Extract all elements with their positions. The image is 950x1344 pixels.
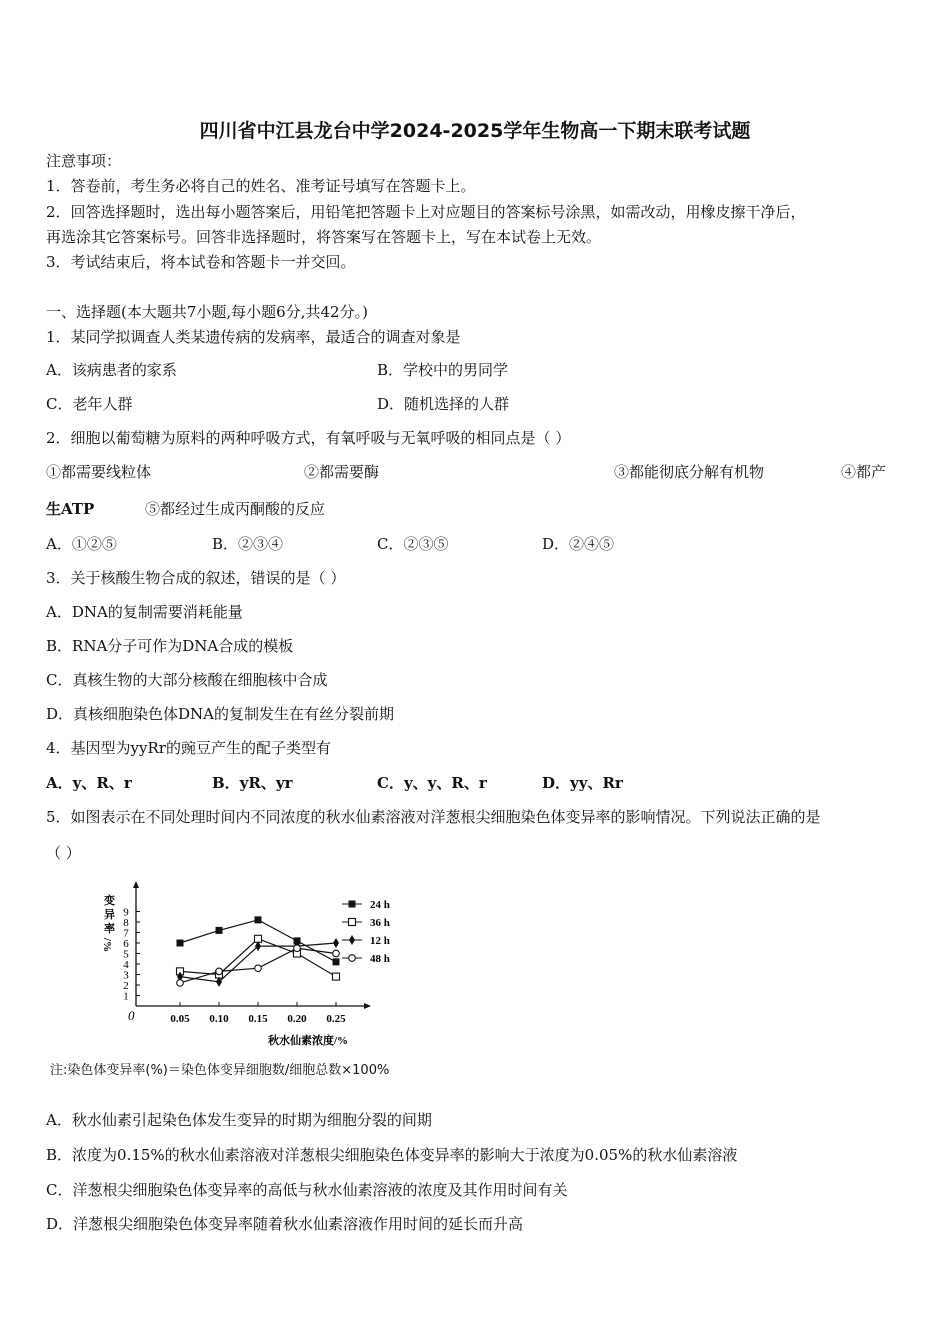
y-tick-label: 9 xyxy=(123,906,129,919)
legend-marker-36h xyxy=(349,919,356,926)
chromosome-variation-chart xyxy=(90,878,450,1058)
notice-heading: 注意事项： xyxy=(46,152,122,170)
legend-label-48h: 48 h xyxy=(370,953,390,965)
q2-option-b: B．②③④ xyxy=(212,535,284,553)
origin-label: 0 xyxy=(128,1008,135,1023)
x-axis-arrow xyxy=(364,1003,371,1009)
data-point-36h xyxy=(333,973,340,980)
legend-label-12h: 12 h xyxy=(370,935,390,947)
q3-option-a: A．DNA的复制需要消耗能量 xyxy=(46,603,243,621)
notice-item-3: 3．考试结束后，将本试卷和答题卡一并交回。 xyxy=(46,253,356,271)
q3-option-c: C．真核生物的大部分核酸在细胞核中合成 xyxy=(46,671,328,689)
x-tick-label: 0.10 xyxy=(209,1013,229,1025)
page-title: 四川省中江县龙台中学2024-2025学年生物高一下期末联考试题 xyxy=(199,120,751,142)
q1-option-a: A．该病患者的家系 xyxy=(46,361,177,379)
x-tick-label: 0.15 xyxy=(248,1013,268,1025)
data-point-12h xyxy=(333,938,339,948)
q4-stem: 4．基因型为yyRr的豌豆产生的配子类型有 xyxy=(46,739,331,757)
data-point-24h xyxy=(255,916,262,923)
q2-statement-4a: ④都产 xyxy=(841,463,887,481)
data-point-24h xyxy=(216,927,223,934)
legend-label-24h: 24 h xyxy=(370,899,390,911)
y-axis-arrow xyxy=(133,881,139,888)
q5-option-c: C．洋葱根尖细胞染色体变异率的高低与秋水仙素溶液的浓度及其作用时间有关 xyxy=(46,1181,568,1199)
q2-statement-1: ①都需要线粒体 xyxy=(46,463,152,481)
q5-stem: 5．如图表示在不同处理时间内不同浓度的秋水仙素溶液对洋葱根尖细胞染色体变异率的影响情况。下列说法正确的是 xyxy=(46,808,821,826)
q2-statement-5: ⑤都经过生成丙酮酸的反应 xyxy=(145,500,326,518)
data-point-48h xyxy=(333,950,340,957)
q4-option-c: C．y、y、R、r xyxy=(377,774,487,792)
q1-option-d: D．随机选择的人群 xyxy=(377,395,510,413)
y-tick-label: 6 xyxy=(123,938,129,950)
y-tick-label: 8 xyxy=(123,917,129,929)
q2-statement-3: ③都能彻底分解有机物 xyxy=(614,463,765,481)
notice-item-2a: 2．回答选择题时，选出每小题答案后，用铅笔把答题卡上对应题目的答案标号涂黑，如需改动，用橡皮擦干净后， xyxy=(46,203,806,221)
q1-option-b: B．学校中的男同学 xyxy=(377,361,509,379)
data-point-24h xyxy=(177,940,184,947)
data-point-48h xyxy=(177,980,184,987)
q2-option-c: C．②③⑤ xyxy=(377,535,449,553)
y-tick-label: 4 xyxy=(123,959,129,971)
chart-footnote: 注:染色体变异率(%)＝染色体变异细胞数/细胞总数×100% xyxy=(50,1063,390,1078)
section-heading: 一、选择题(本大题共7小题,每小题6分,共42分。) xyxy=(46,303,368,321)
q2-statement-4b: 生ATP xyxy=(46,500,95,518)
y-tick-label: 7 xyxy=(123,927,129,940)
q5-option-a: A．秋水仙素引起染色体发生变异的时期为细胞分裂的间期 xyxy=(46,1111,432,1129)
q2-statement-2: ②都需要酶 xyxy=(304,463,380,481)
x-tick-label: 0.05 xyxy=(170,1013,190,1025)
data-point-24h xyxy=(333,958,340,965)
q3-stem: 3．关于核酸生物合成的叙述，错误的是（ ） xyxy=(46,569,346,587)
notice-item-2b: 再选涂其它答案标号。回答非选择题时，将答案写在答题卡上，写在本试卷上无效。 xyxy=(46,228,602,246)
q1-option-c: C．老年人群 xyxy=(46,395,133,413)
legend-marker-24h xyxy=(349,901,356,908)
legend-marker-12h xyxy=(349,935,355,945)
q5-paren: （ ） xyxy=(46,844,81,862)
notice-item-1: 1．答卷前，考生务必将自己的姓名、准考证号填写在答题卡上。 xyxy=(46,177,476,195)
q5-option-b: B．浓度为0.15%的秋水仙素溶液对洋葱根尖细胞染色体变异率的影响大于浓度为0.05%的秋水仙素溶液 xyxy=(46,1146,738,1164)
x-tick-label: 0.25 xyxy=(326,1013,346,1025)
q4-option-d: D．yy、Rr xyxy=(542,774,623,792)
y-tick-label: 2 xyxy=(123,980,129,992)
q4-option-a: A．y、R、r xyxy=(46,774,132,792)
q1-stem: 1．某同学拟调查人类某遗传病的发病率，最适合的调查对象是 xyxy=(46,328,461,346)
data-point-48h xyxy=(255,965,262,972)
y-tick-label: 3 xyxy=(123,969,129,982)
x-tick-label: 0.20 xyxy=(287,1013,307,1025)
q4-option-b: B．yR、yr xyxy=(212,774,293,792)
y-axis-title-1: 变 xyxy=(104,895,115,907)
y-axis-title-3: 率 xyxy=(104,923,115,935)
q2-stem: 2．细胞以葡萄糖为原料的两种呼吸方式，有氧呼吸与无氧呼吸的相同点是（ ） xyxy=(46,429,571,447)
data-point-48h xyxy=(294,945,301,952)
y-tick-label: 5 xyxy=(123,948,129,961)
legend-label-36h: 36 h xyxy=(370,917,390,929)
data-point-48h xyxy=(216,968,223,975)
y-axis-title-4: /% xyxy=(101,938,113,953)
y-tick-label: 1 xyxy=(123,990,129,1003)
q5-option-d: D．洋葱根尖细胞染色体变异率随着秋水仙素溶液作用时间的延长而升高 xyxy=(46,1215,524,1233)
q2-option-a: A．①②⑤ xyxy=(46,535,117,553)
q3-option-d: D．真核细胞染色体DNA的复制发生在有丝分裂前期 xyxy=(46,705,395,723)
q3-option-b: B．RNA分子可作为DNA合成的模板 xyxy=(46,637,294,655)
x-axis-title: 秋水仙素浓度/% xyxy=(268,1035,349,1047)
legend-marker-48h xyxy=(349,955,356,962)
y-axis-title-2: 异 xyxy=(104,909,115,921)
q2-option-d: D．②④⑤ xyxy=(542,535,615,553)
